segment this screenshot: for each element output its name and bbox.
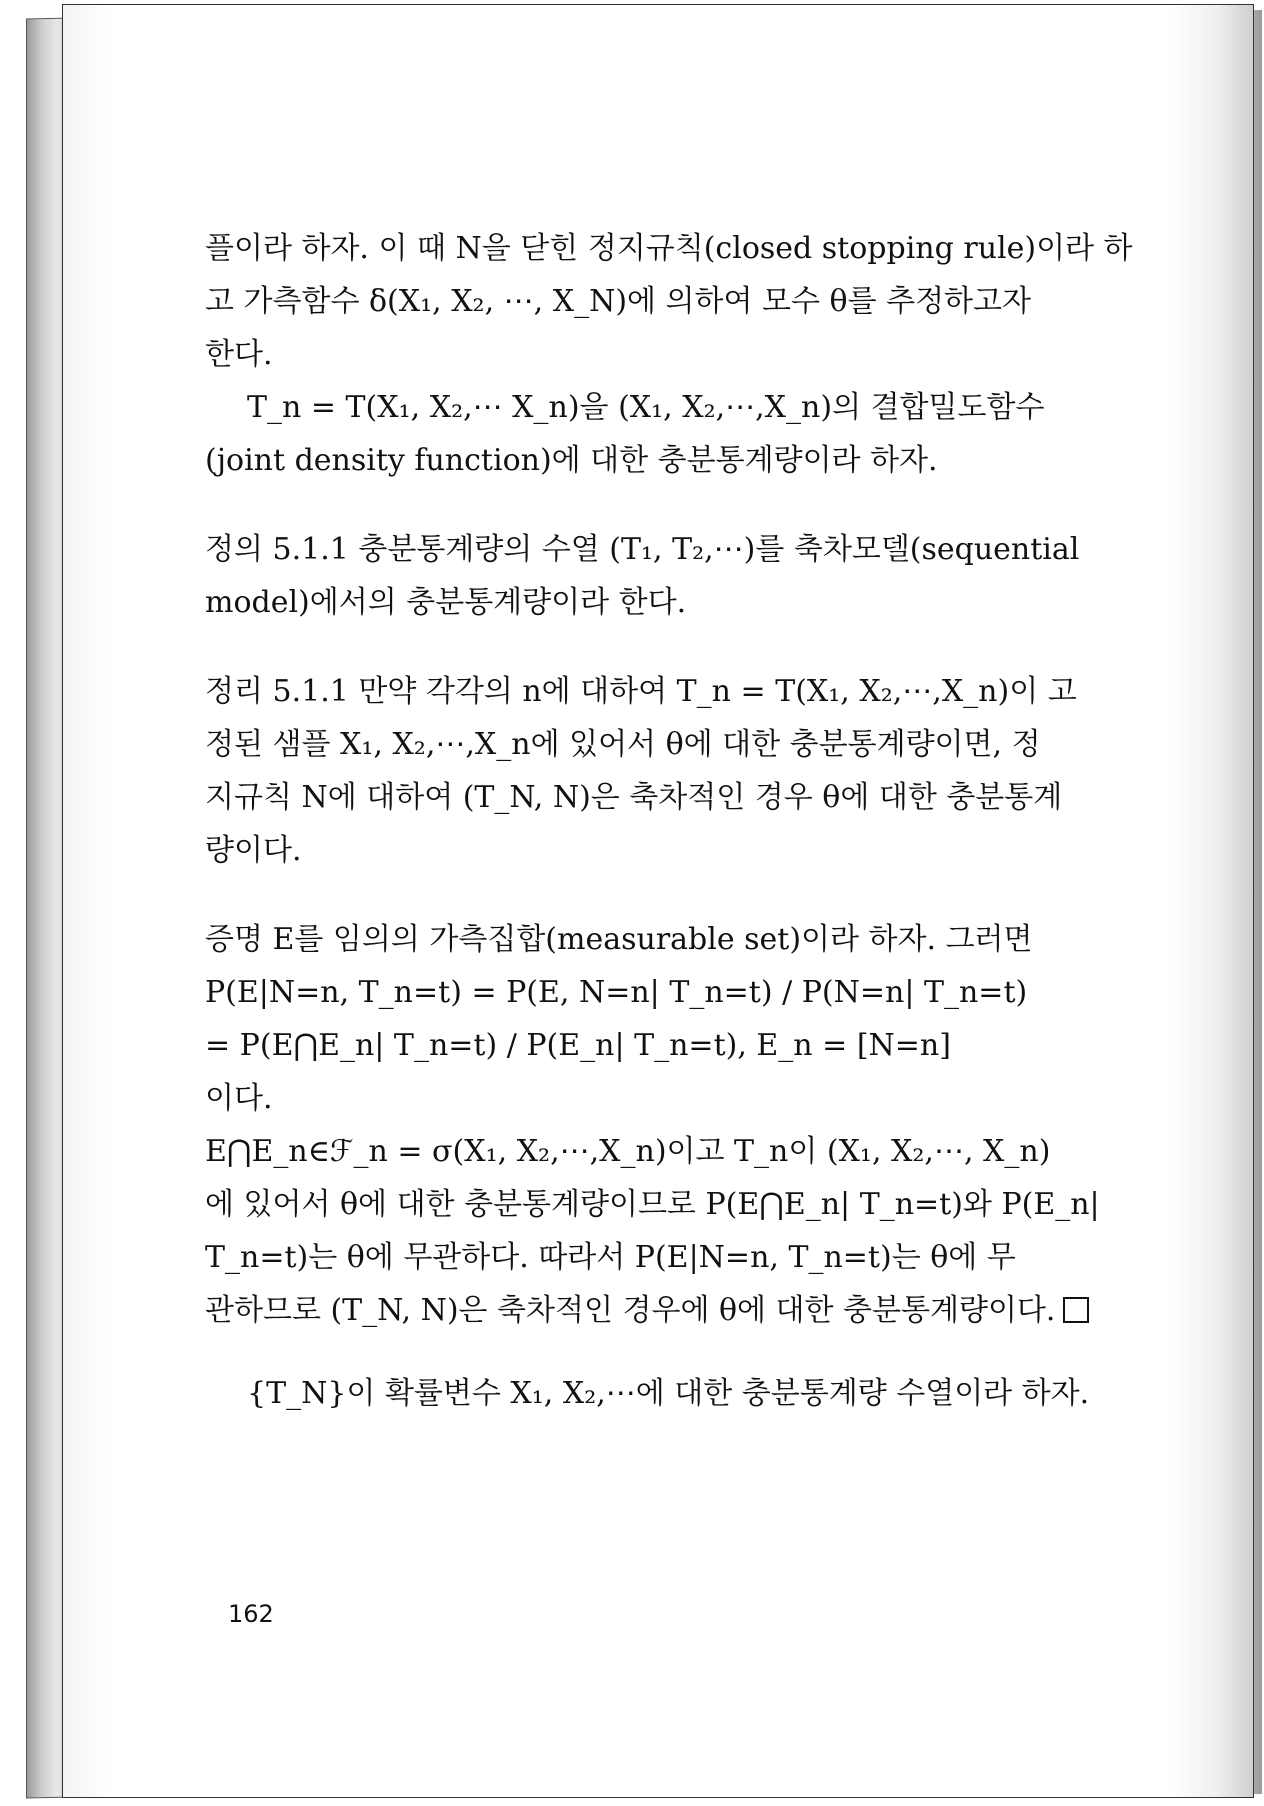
proof-line-text: 관하므로 (T_N, N)은 축차적인 경우에 θ에 대한 충분통계량이다. bbox=[205, 1293, 1056, 1328]
paragraph-gap bbox=[205, 487, 1105, 523]
proof-line: T_n=t)는 θ에 무관하다. 따라서 P(E|N=n, T_n=t)는 θ에 무 bbox=[205, 1240, 1016, 1275]
body-line: {T_N}이 확률변수 X₁, X₂,⋯에 대한 충분통계량 수열이라 하자. bbox=[247, 1376, 1090, 1411]
page-number: 162 bbox=[228, 1600, 274, 1628]
proof-equation: P(E|N=n, T_n=t) = P(E, N=n| T_n=t) / P(N=n| T_n=t) bbox=[205, 975, 1028, 1010]
proof-line: E⋂E_n∈ℱ_n = σ(X₁, X₂,⋯,X_n)이고 T_n이 (X₁, X₂,⋯, X_n) bbox=[205, 1134, 1051, 1169]
body-line: T_n = T(X₁, X₂,⋯ X_n)을 (X₁, X₂,⋯,X_n)의 결합밀도함수 bbox=[247, 390, 1045, 425]
theorem-line: 지규칙 N에 대하여 (T_N, N)은 축차적인 경우 θ에 대한 충분통계 bbox=[205, 780, 1063, 815]
paragraph-gap bbox=[205, 1337, 1105, 1367]
definition-line: 정의 5.1.1 충분통계량의 수열 (T₁, T₂,⋯)를 축차모델(sequential bbox=[205, 532, 1080, 567]
qed-box-icon bbox=[1063, 1297, 1089, 1323]
paragraph-gap bbox=[205, 629, 1105, 665]
page-body bbox=[205, 222, 1133, 1420]
body-line: (joint density function)에 대한 충분통계량이라 하자. bbox=[205, 443, 938, 478]
body-line: 한다. bbox=[205, 337, 273, 372]
paragraph-gap bbox=[205, 877, 1105, 913]
theorem-line: 정리 5.1.1 만약 각각의 n에 대하여 T_n = T(X₁, X₂,⋯,X_n)이 고 bbox=[205, 674, 1077, 709]
theorem-line: 량이다. bbox=[205, 833, 302, 868]
theorem-line: 정된 샘플 X₁, X₂,⋯,X_n에 있어서 θ에 대한 충분통계량이면, 정 bbox=[205, 727, 1041, 762]
proof-line: 이다. bbox=[205, 1081, 273, 1116]
proof-line-last bbox=[205, 1284, 1105, 1337]
definition-line: model)에서의 충분통계량이라 한다. bbox=[205, 585, 687, 620]
proof-line: 증명 E를 임의의 가측집합(measurable set)이라 하자. 그러면 bbox=[205, 922, 1033, 957]
proof-equation: = P(E⋂E_n| T_n=t) / P(E_n| T_n=t), E_n = [N=n] bbox=[205, 1028, 951, 1063]
proof-line: 에 있어서 θ에 대한 충분통계량이므로 P(E⋂E_n| T_n=t)와 P(E_n| bbox=[205, 1187, 1100, 1222]
body-line: 플이라 하자. 이 때 N을 닫힌 정지규칙(closed stopping rule)이라 하 bbox=[205, 231, 1133, 266]
body-line: 고 가측함수 δ(X₁, X₂, ⋯, X_N)에 의하여 모수 θ를 추정하고자 bbox=[205, 284, 1031, 319]
